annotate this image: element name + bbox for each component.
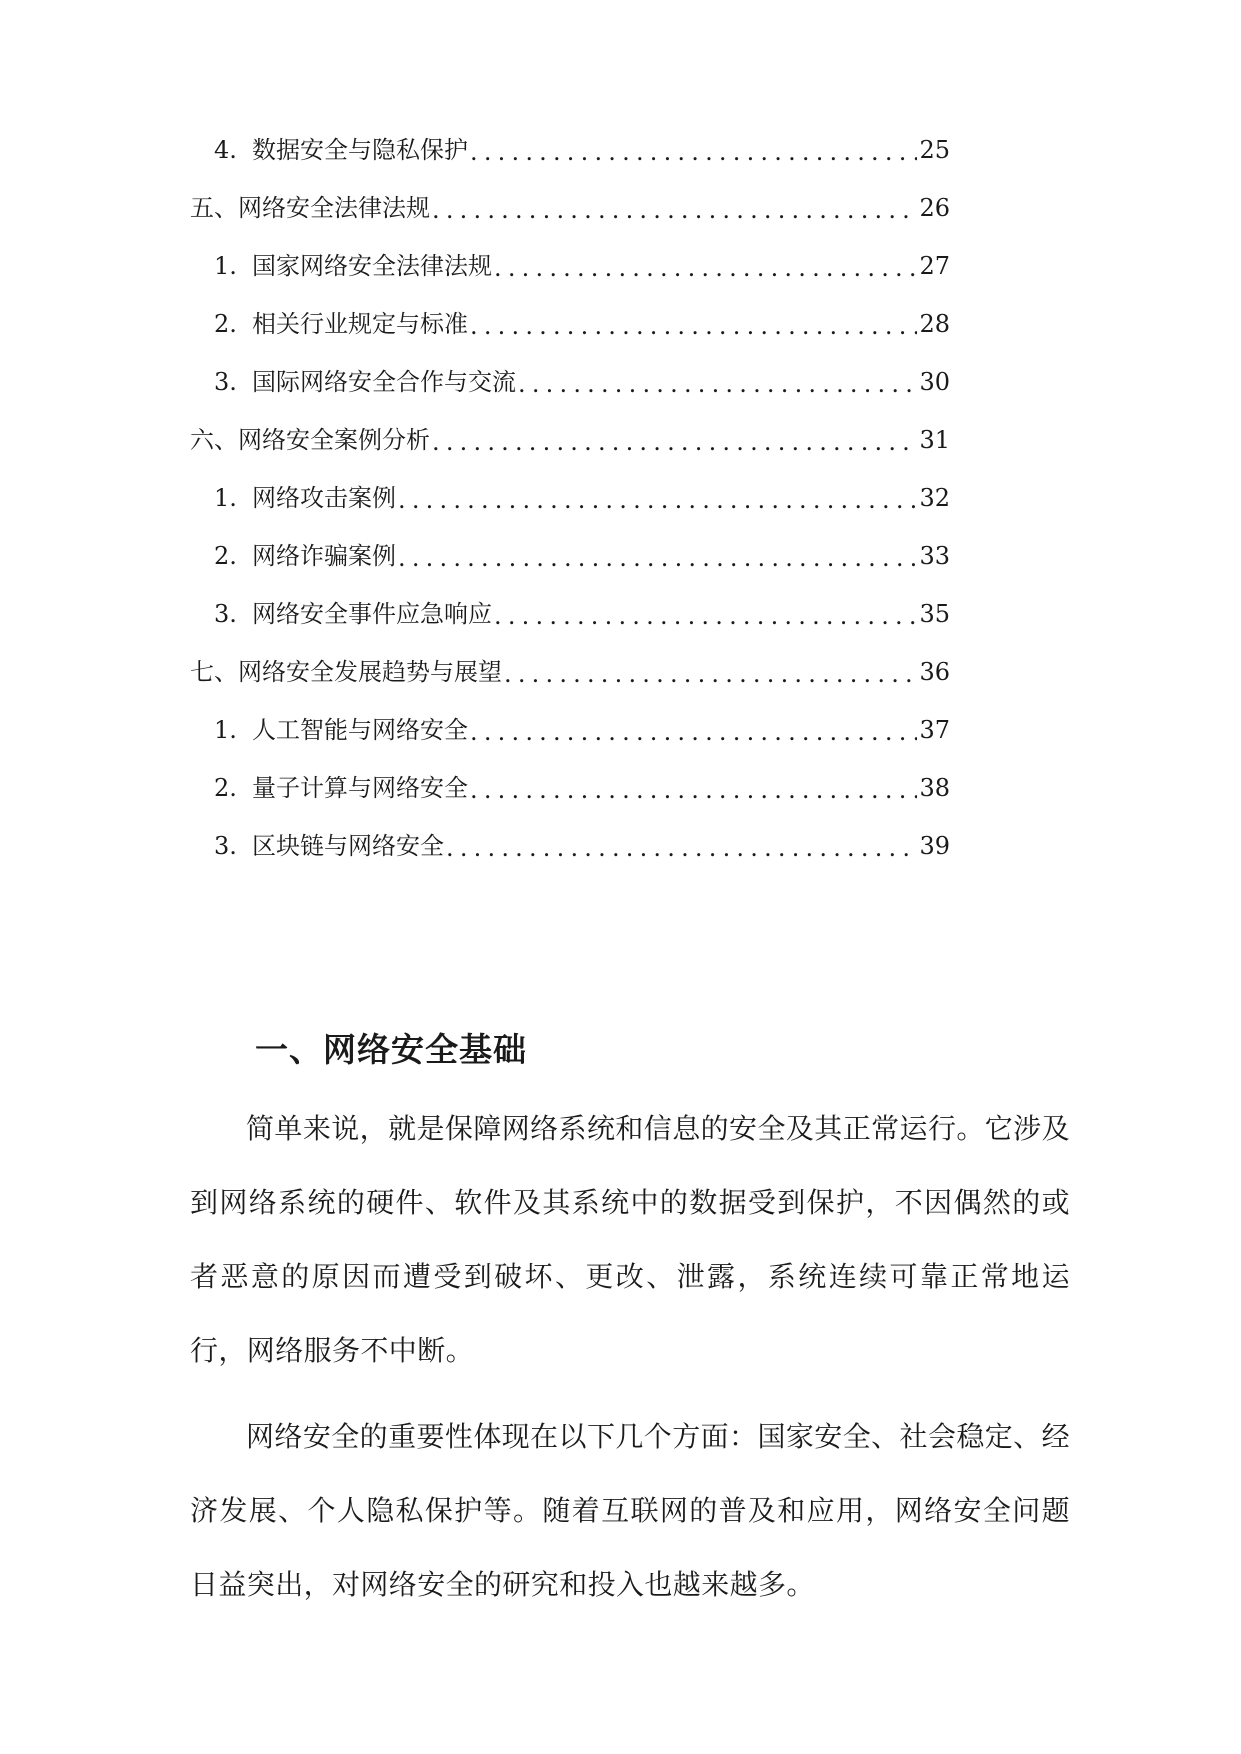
toc-entry[interactable]	[214, 483, 950, 513]
body-paragraph: 网络安全的重要性体现在以下几个方面：国家安全、社会稳定、经济发展、个人隐私保护等。随着互联网的普及和应用，网络安全问题日益突出，对网络安全的研究和投入也越来越多。	[190, 1420, 1070, 1601]
toc-entry[interactable]	[214, 715, 950, 745]
section-heading: 一、网络安全基础	[255, 1030, 527, 1069]
toc-page-number: 32	[919, 484, 950, 512]
toc-entry[interactable]	[214, 135, 950, 165]
toc-leader-dots	[432, 429, 917, 455]
toc-number: 1.	[214, 484, 237, 512]
toc-label: 国际网络安全合作与交流	[252, 368, 516, 396]
toc-page-number: 37	[919, 716, 950, 744]
toc-label: 量子计算与网络安全	[252, 774, 468, 802]
toc-entry[interactable]	[190, 425, 950, 455]
toc-number: 2.	[214, 774, 237, 802]
toc-number: 2.	[214, 542, 237, 570]
toc-leader-dots	[398, 545, 917, 571]
toc-entry[interactable]	[214, 541, 950, 571]
toc-number: 2.	[214, 310, 237, 338]
toc-leader-dots	[446, 835, 917, 861]
toc-label: 网络诈骗案例	[252, 542, 396, 570]
toc-entry[interactable]	[214, 309, 950, 339]
toc-page-number: 31	[919, 426, 950, 454]
toc-label: 区块链与网络安全	[252, 832, 444, 860]
toc-label: 人工智能与网络安全	[252, 716, 468, 744]
toc-leader-dots	[398, 487, 917, 513]
toc-label: 网络安全事件应急响应	[252, 600, 492, 628]
toc-leader-dots	[470, 139, 917, 165]
toc-entry[interactable]	[214, 251, 950, 281]
toc-entry[interactable]	[190, 193, 950, 223]
toc-label: 国家网络安全法律法规	[252, 252, 492, 280]
toc-label: 六、网络安全案例分析	[190, 426, 430, 454]
toc-leader-dots	[470, 719, 917, 745]
toc-number: 3.	[214, 600, 237, 628]
toc-label: 数据安全与隐私保护	[252, 136, 468, 164]
toc-number: 4.	[214, 136, 237, 164]
toc-leader-dots	[494, 603, 917, 629]
toc-page-number: 30	[919, 368, 950, 396]
toc-page-number: 25	[919, 136, 950, 164]
toc-page-number: 36	[919, 658, 950, 686]
toc-label: 相关行业规定与标准	[252, 310, 468, 338]
toc-label: 七、网络安全发展趋势与展望	[190, 658, 502, 686]
toc-leader-dots	[504, 661, 917, 687]
toc-number: 3.	[214, 368, 237, 396]
toc-leader-dots	[470, 777, 917, 803]
toc-label: 五、网络安全法律法规	[190, 194, 430, 222]
toc-leader-dots	[432, 197, 917, 223]
toc-label: 网络攻击案例	[252, 484, 396, 512]
toc-page-number: 26	[919, 194, 950, 222]
toc-page-number: 33	[919, 542, 950, 570]
toc-page-number: 27	[919, 252, 950, 280]
toc-page-number: 38	[919, 774, 950, 802]
toc-leader-dots	[518, 371, 917, 397]
toc-entry[interactable]	[214, 831, 950, 861]
toc-leader-dots	[470, 313, 917, 339]
toc-entry[interactable]	[214, 773, 950, 803]
toc-number: 3.	[214, 832, 237, 860]
toc-entry[interactable]	[190, 657, 950, 687]
toc-number: 1.	[214, 252, 237, 280]
toc-leader-dots	[494, 255, 917, 281]
toc-number: 1.	[214, 716, 237, 744]
toc-page-number: 28	[919, 310, 950, 338]
toc-page-number: 39	[919, 832, 950, 860]
body-paragraph: 简单来说，就是保障网络系统和信息的安全及其正常运行。它涉及到网络系统的硬件、软件及其系统中的数据受到保护，不因偶然的或者恶意的原因而遭受到破坏、更改、泄露，系统连续可靠正常地运行，网络服务不中断。	[190, 1112, 1070, 1367]
toc-entry[interactable]	[214, 367, 950, 397]
toc-entry[interactable]	[214, 599, 950, 629]
toc-page-number: 35	[919, 600, 950, 628]
